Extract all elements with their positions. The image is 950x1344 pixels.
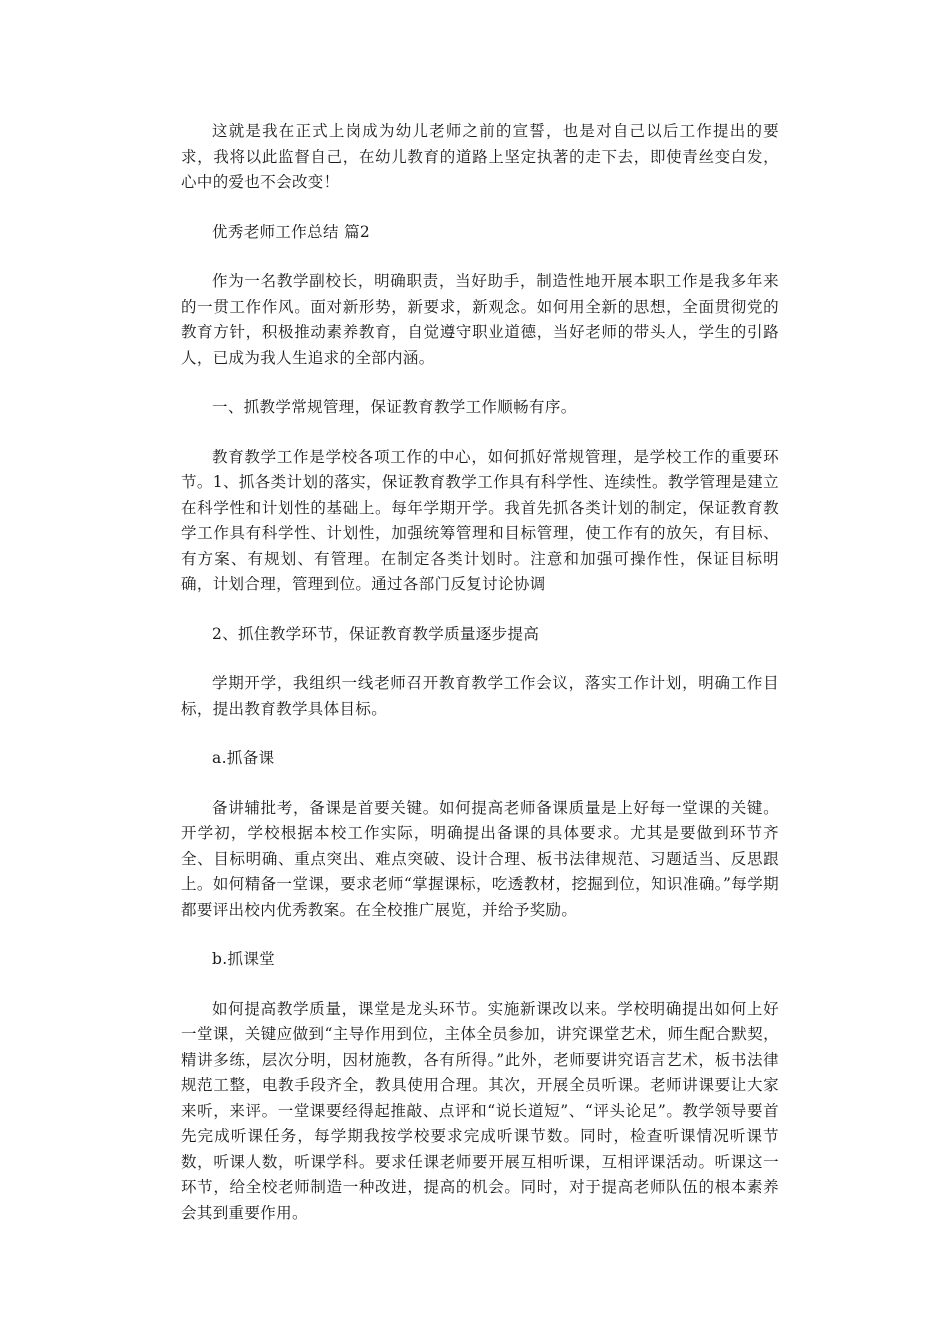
heading-classroom: b.抓课堂 <box>212 950 276 968</box>
paragraph-routine-management: 教育教学工作是学校各项工作的中心，如何抓好常规管理，是学校工作的重要环节。1、抓各类计划的落实，保证教育教学工作具有科学性、连续性。教学管理是建立在科学性和计划性的基础上。每年学期开学。我首先抓各类计划的制定，保证教育教学工作具有科学性、计划性，加强统筹管理和目标管理，使工作有的放矢，有目标、有方案、有规划、有管理。在制定各类计划时。注意和加强可操作性，保证目标明确，计划合理，管理到位。通过各部门反复讨论协调 <box>181 447 779 593</box>
paragraph-pledge: 这就是我在正式上岗成为幼儿老师之前的宣誓，也是对自己以后工作提出的要求，我将以此监督自己，在幼儿教育的道路上坚定执著的走下去，即使青丝变白发，心中的爱也不会改变！ <box>181 122 779 191</box>
heading-lesson-prep: a.抓备课 <box>212 749 275 767</box>
paragraph-lesson-prep: 备讲辅批考，备课是首要关键。如何提高老师备课质量是上好每一堂课的关键。开学初，学校根据本校工作实际，明确提出备课的具体要求。尤其是要做到环节齐全、目标明确、重点突出、难点突破、设计合理、板书法律规范、习题适当、反思跟上。如何精备一堂课，要求老师“掌握课标，吃透教材，挖掘到位，知识准确。”每学期都要评出校内优秀教案。在全校推广展览，并给予奖励。 <box>181 798 779 919</box>
paragraph-intro: 作为一名教学副校长，明确职责，当好助手，制造性地开展本职工作是我多年来的一贯工作作风。面对新形势，新要求，新观念。如何用全新的思想，全面贯彻党的教育方针，积极推动素养教育，自觉遵守职业道德，当好老师的带头人，学生的引路人，已成为我人生追求的全部内涵。 <box>181 272 779 367</box>
paragraph-semester-start: 学期开学，我组织一线老师召开教育教学工作会议，落实工作计划，明确工作目标，提出教育教学具体目标。 <box>181 674 779 718</box>
section-title: 优秀老师工作总结 篇2 <box>212 222 371 241</box>
document-body <box>181 119 779 1226</box>
heading-routine-management: 一、抓教学常规管理，保证教育教学工作顺畅有序。 <box>212 398 577 416</box>
heading-teaching-links: 2、抓住教学环节，保证教育教学质量逐步提高 <box>212 624 540 643</box>
paragraph-classroom: 如何提高教学质量，课堂是龙头环节。实施新课改以来。学校明确提出如何上好一堂课，关键应做到“主导作用到位，主体全员参加，讲究课堂艺术，师生配合默契，精讲多练，层次分明，因材施教，各有所得。”此外，老师要讲究语言艺术，板书法律规范工整，电教手段齐全，教具使用合理。其次，开展全员听课。老师讲课要让大家来听，来评。一堂课要经得起推敲、点评和“说长道短”、“评头论足”。教学领导要首先完成听课任务，每学期我按学校要求完成听课节数。同时，检查听课情况听课节数，听课人数，听课学科。要求任课老师要开展互相听课，互相评课活动。听课这一环节，给全校老师制造一种改进，提高的机会。同时，对于提高老师队伍的根本素养会其到重要作用。 <box>181 999 779 1222</box>
